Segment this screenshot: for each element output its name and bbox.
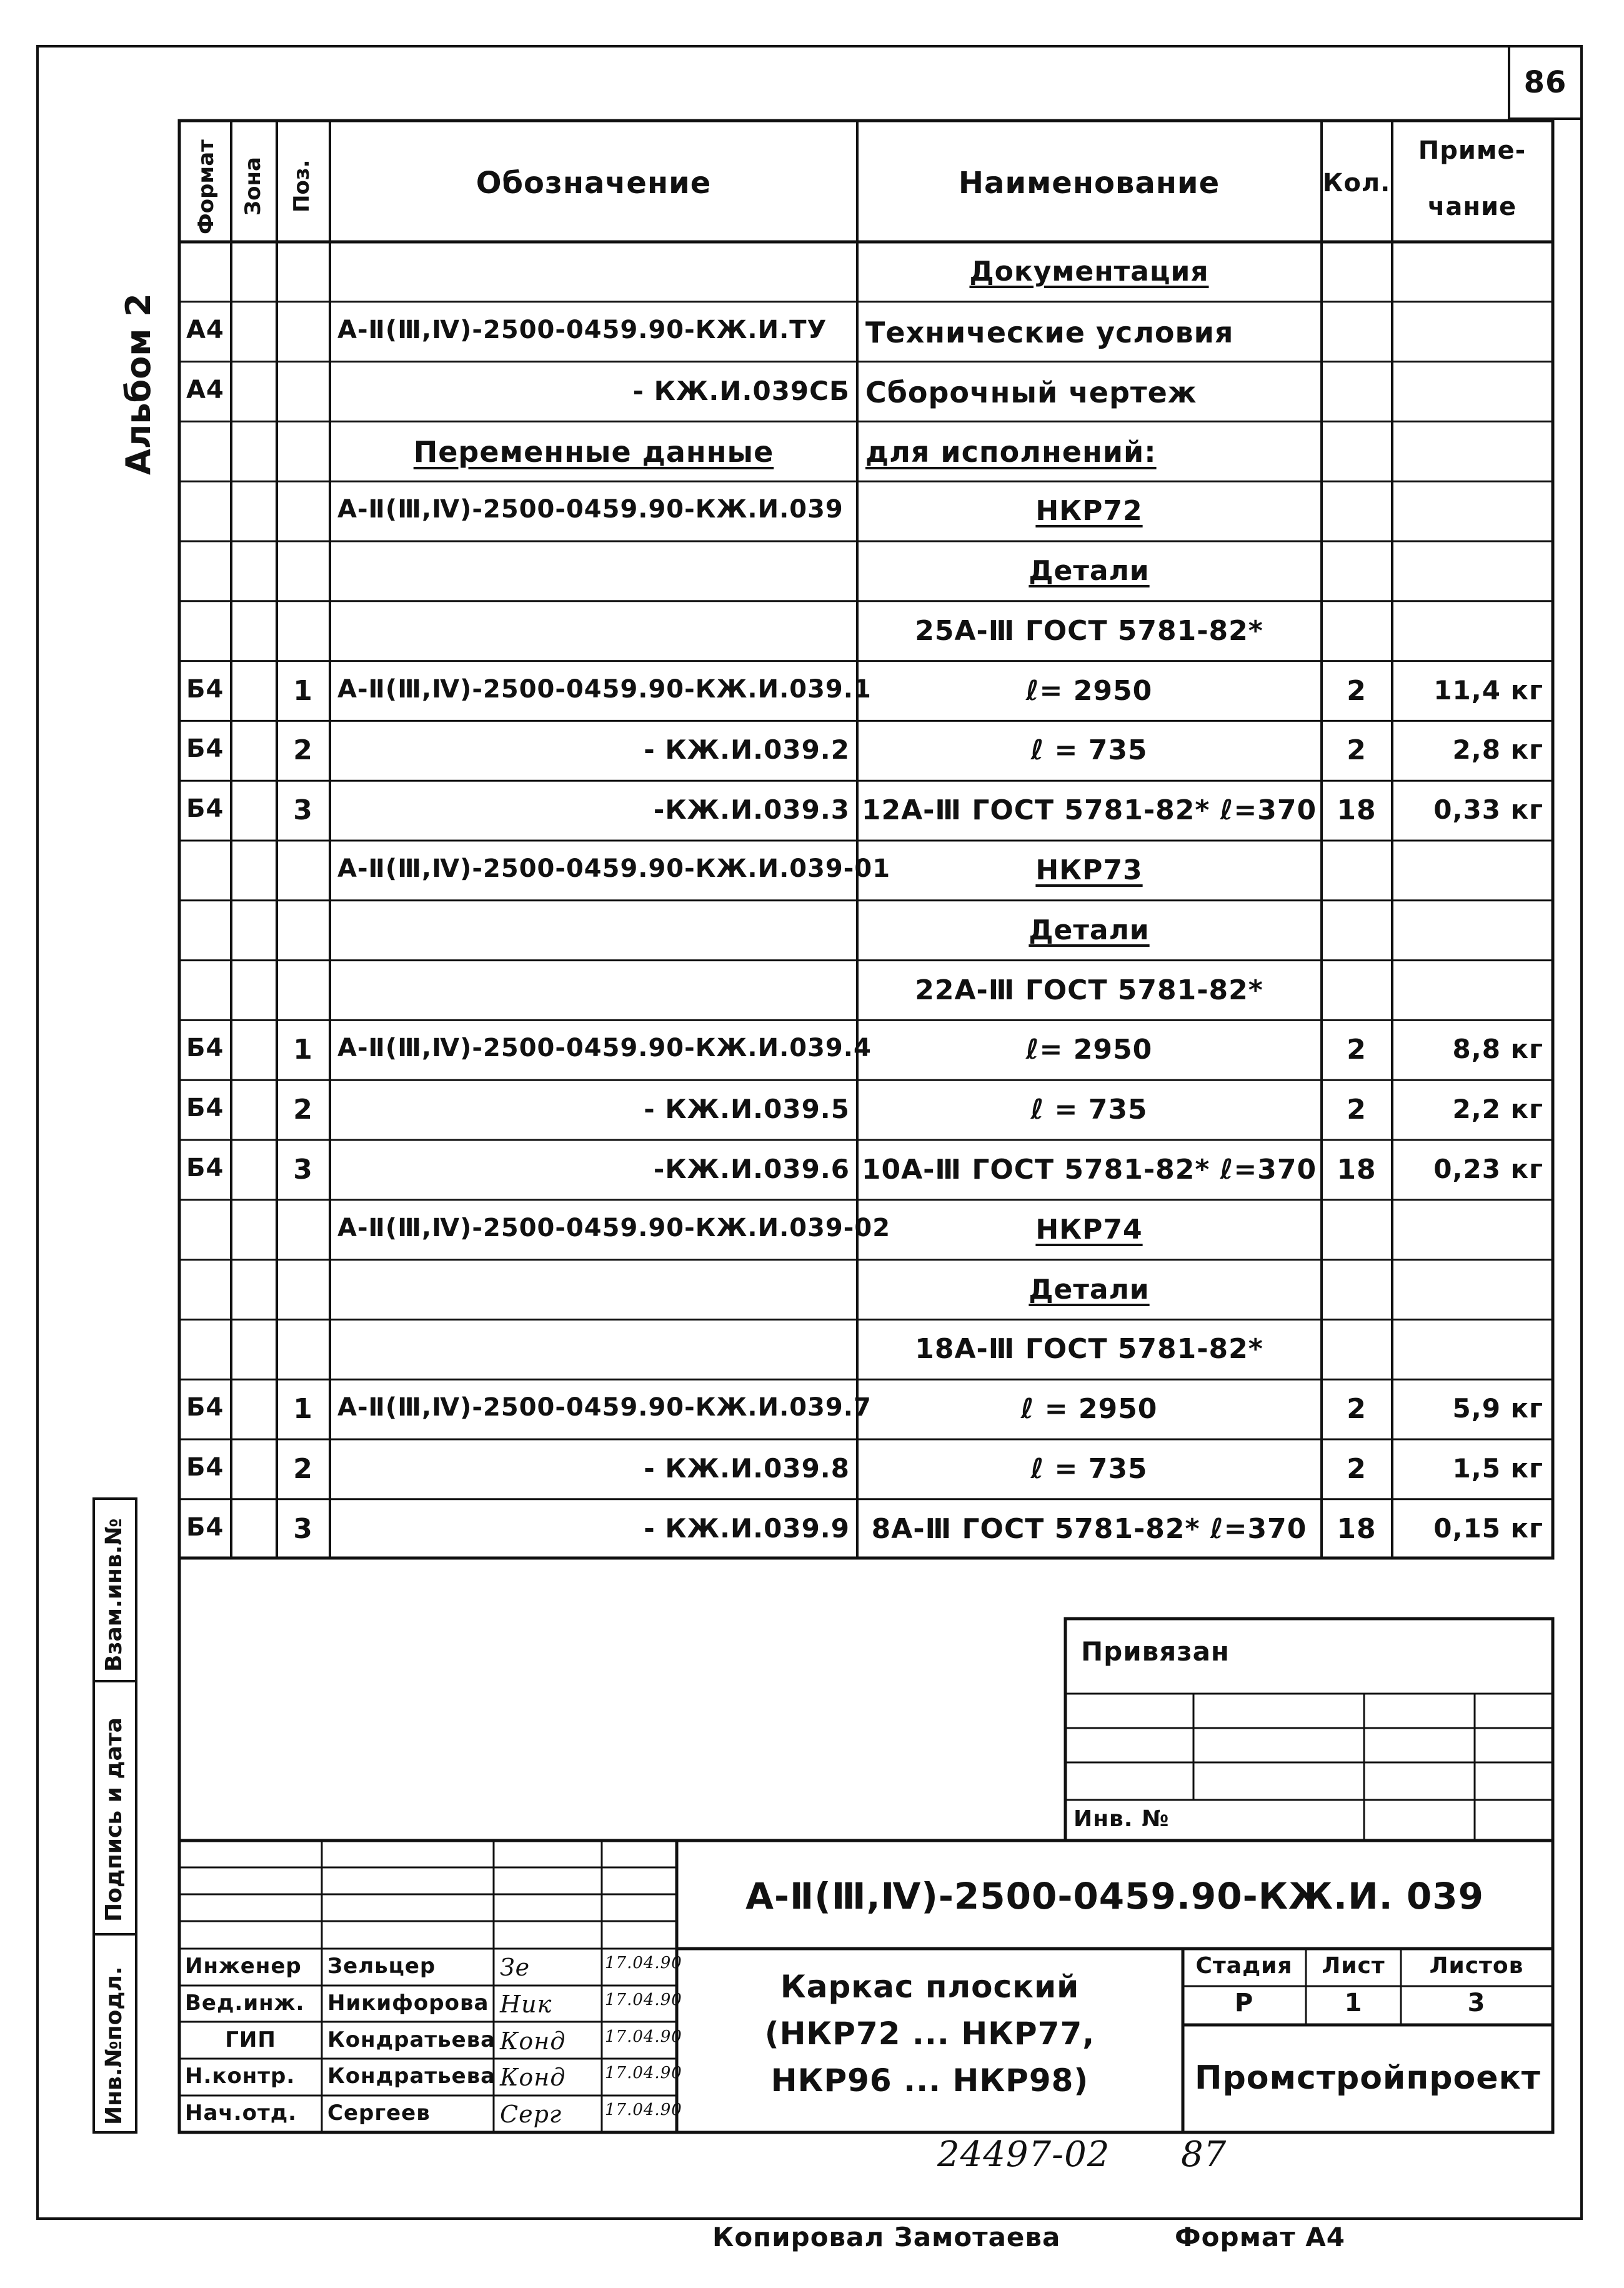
person-signature: Ник <box>500 1990 552 2018</box>
header-format: Формат <box>194 139 219 234</box>
row-name: Технические условия <box>865 315 1234 349</box>
row-pos: 3 <box>293 794 313 827</box>
row-note: 5,9 кг <box>1452 1393 1543 1424</box>
row-name: 12А-Ⅲ ГОСТ 5781-82* ℓ=370 <box>861 794 1317 827</box>
row-pos: 1 <box>293 674 313 707</box>
row-format: А4 <box>186 315 224 344</box>
row-pos: 1 <box>293 1393 313 1426</box>
row-name: НКР72 <box>1035 495 1143 527</box>
person-date: 17.04.90 <box>605 2027 682 2046</box>
row-name: Детали <box>1029 555 1150 587</box>
person-signature: Серг <box>500 2101 562 2129</box>
row-designation u: Переменные данные <box>413 435 774 469</box>
row-name: НКР74 <box>1035 1213 1143 1246</box>
sheet-label: Лист <box>1322 1953 1385 1979</box>
row-qty: 2 <box>1347 734 1367 767</box>
person-signature: Конд <box>500 2064 566 2092</box>
row-pos: 3 <box>293 1154 313 1186</box>
row-pos: 2 <box>293 1453 313 1485</box>
header-zone: Зона <box>241 157 266 216</box>
person-date: 17.04.90 <box>605 2101 682 2120</box>
handwritten-number: 24497-02 <box>937 2134 1110 2175</box>
row-note: 0,33 кг <box>1433 794 1543 826</box>
row-designation: А-Ⅱ(Ⅲ,Ⅳ)-2500-0459.90-КЖ.И.039.1 <box>337 674 872 704</box>
person-name: Кондратьева <box>327 2027 496 2052</box>
person-role: Вед.инж. <box>185 1990 305 2016</box>
row-qty: 18 <box>1337 1154 1377 1186</box>
row-name: 22А-Ⅲ ГОСТ 5781-82* <box>915 974 1263 1006</box>
header-note-1: Приме- <box>1418 136 1527 165</box>
row-designation: - КЖ.И.039.8 <box>644 1453 850 1484</box>
person-signature: Зе <box>500 1954 531 1981</box>
row-name: Детали <box>1029 1273 1150 1306</box>
person-name: Кондратьева <box>327 2064 496 2089</box>
privyazan-inv: Инв. № <box>1074 1806 1170 1832</box>
sheets-value: 3 <box>1467 1989 1486 2017</box>
row-designation: - КЖ.И.039СБ <box>632 375 850 406</box>
row-format: Б4 <box>186 1154 224 1182</box>
row-qty: 2 <box>1347 1034 1367 1066</box>
row-format: Б4 <box>186 1512 224 1542</box>
row-designation: - КЖ.И.039.9 <box>644 1512 850 1544</box>
sheets-label: Листов <box>1429 1953 1524 1979</box>
person-name: Сергеев <box>327 2101 431 2126</box>
row-qty: 2 <box>1347 674 1367 707</box>
person-role: Н.контр. <box>185 2064 296 2089</box>
document-code: А-Ⅱ(Ⅲ,Ⅳ)-2500-0459.90-КЖ.И. 039 <box>745 1875 1484 1917</box>
row-name: НКР73 <box>1035 854 1143 886</box>
row-name: Детали <box>1029 914 1150 946</box>
row-pos: 1 <box>293 1034 313 1066</box>
footer-format: Формат А4 <box>1175 2222 1345 2252</box>
row-qty: 2 <box>1347 1094 1367 1126</box>
person-date: 17.04.90 <box>605 2064 682 2083</box>
person-date: 17.04.90 <box>605 1954 682 1972</box>
page-number: 86 <box>1523 65 1567 100</box>
row-pos: 2 <box>293 734 313 767</box>
row-name: ℓ = 735 <box>1030 1453 1148 1485</box>
organization: Промстройпроект <box>1195 2059 1541 2097</box>
row-designation: А-Ⅱ(Ⅲ,Ⅳ)-2500-0459.90-КЖ.И.039-01 <box>337 854 891 883</box>
person-role: ГИП <box>225 2027 276 2052</box>
person-role: Инженер <box>185 1954 302 1979</box>
person-name: Никифорова <box>327 1990 489 2016</box>
row-name: Сборочный чертеж <box>865 375 1197 409</box>
row-note: 11,4 кг <box>1433 674 1543 706</box>
header-note-2: чание <box>1427 192 1517 221</box>
header-pos: Поз. <box>289 159 314 212</box>
row-name: ℓ= 2950 <box>1025 674 1153 707</box>
stamp-inv-orig: Инв.№подл. <box>101 1966 127 2125</box>
row-designation: -КЖ.И.039.3 <box>653 794 850 826</box>
row-designation: А-Ⅱ(Ⅲ,Ⅳ)-2500-0459.90-КЖ.И.ТУ <box>337 315 827 344</box>
row-format: А4 <box>186 375 224 404</box>
row-format: Б4 <box>186 674 224 704</box>
row-note: 1,5 кг <box>1452 1453 1543 1484</box>
privyazan-title: Привязан <box>1081 1636 1230 1667</box>
row-format: Б4 <box>186 794 224 824</box>
row-note: 8,8 кг <box>1452 1034 1543 1065</box>
row-name: 8А-Ⅲ ГОСТ 5781-82* ℓ=370 <box>871 1512 1307 1545</box>
row-format: Б4 <box>186 1393 224 1422</box>
person-date: 17.04.90 <box>605 1990 682 2009</box>
album-label: Альбом 2 <box>119 293 158 475</box>
row-pos: 2 <box>293 1094 313 1126</box>
row-name: ℓ = 735 <box>1030 1094 1148 1126</box>
row-name: 10А-Ⅲ ГОСТ 5781-82* ℓ=370 <box>861 1154 1317 1186</box>
object-name-2: (НКР72 ... НКР77, <box>764 2016 1095 2052</box>
row-designation: - КЖ.И.039.2 <box>644 734 850 766</box>
row-qty: 2 <box>1347 1453 1367 1485</box>
header-qty: Кол. <box>1322 169 1391 197</box>
row-format: Б4 <box>186 734 224 764</box>
header-designation: Обозначение <box>476 166 712 201</box>
row-note: 0,23 кг <box>1433 1154 1543 1184</box>
row-name: ℓ = 2950 <box>1020 1393 1158 1426</box>
row-qty: 2 <box>1347 1393 1367 1426</box>
row-note: 2,8 кг <box>1452 734 1543 766</box>
handwritten-page: 87 <box>1181 2134 1227 2175</box>
row-format: Б4 <box>186 1034 224 1063</box>
row-designation: - КЖ.И.039.5 <box>644 1094 850 1125</box>
stamp-sign-date: Подпись и дата <box>101 1717 127 1922</box>
row-note: 0,15 кг <box>1433 1512 1543 1544</box>
row-note: 2,2 кг <box>1452 1094 1543 1125</box>
header-name: Наименование <box>958 166 1220 201</box>
row-qty: 18 <box>1337 1512 1377 1545</box>
sheet-value: 1 <box>1344 1989 1363 2017</box>
row-designation: А-Ⅱ(Ⅲ,Ⅳ)-2500-0459.90-КЖ.И.039.4 <box>337 1034 872 1063</box>
stage-label: Стадия <box>1195 1953 1293 1979</box>
row-name: 25А-Ⅲ ГОСТ 5781-82* <box>915 614 1263 647</box>
person-name: Зельцер <box>327 1954 436 1979</box>
row-designation: А-Ⅱ(Ⅲ,Ⅳ)-2500-0459.90-КЖ.И.039.7 <box>337 1393 872 1422</box>
row-format: Б4 <box>186 1094 224 1123</box>
footer-copied: Копировал Замотаева <box>712 2222 1061 2252</box>
row-pos: 3 <box>293 1512 313 1545</box>
row-name: ℓ= 2950 <box>1025 1034 1153 1066</box>
object-name-3: НКР96 ... НКР98) <box>770 2062 1089 2099</box>
row-name: 18А-Ⅲ ГОСТ 5781-82* <box>915 1333 1263 1366</box>
stamp-vzam: Взам.инв.№ <box>101 1518 127 1672</box>
stage-value: Р <box>1234 1989 1254 2017</box>
person-signature: Конд <box>500 2027 566 2055</box>
row-name: ℓ = 735 <box>1030 734 1148 767</box>
row-name: Документация <box>969 256 1209 287</box>
row-name: для исполнений: <box>865 435 1157 469</box>
row-designation: А-Ⅱ(Ⅲ,Ⅳ)-2500-0459.90-КЖ.И.039-02 <box>337 1213 891 1242</box>
row-designation: А-Ⅱ(Ⅲ,Ⅳ)-2500-0459.90-КЖ.И.039 <box>337 495 844 524</box>
row-qty: 18 <box>1337 794 1377 827</box>
row-designation: -КЖ.И.039.6 <box>653 1154 850 1184</box>
person-role: Нач.отд. <box>185 2101 297 2126</box>
row-format: Б4 <box>186 1453 224 1482</box>
object-name-1: Каркас плоский <box>780 1969 1080 2005</box>
